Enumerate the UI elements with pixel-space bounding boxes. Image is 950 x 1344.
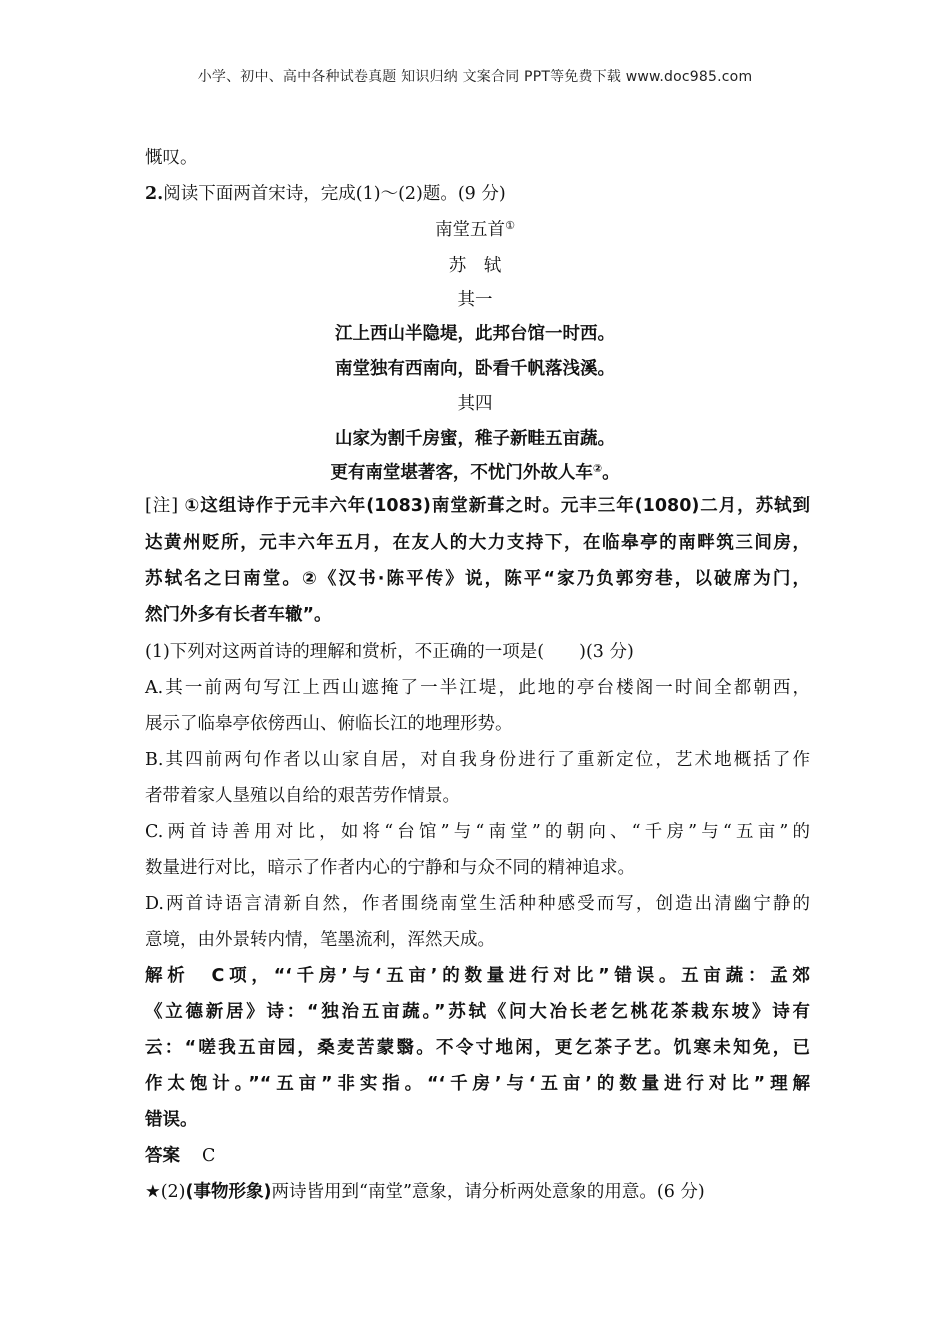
answer-line bbox=[145, 1144, 810, 1168]
option-d-line-1: D.两首诗语言清新自然，作者围绕南堂生活种种感受而写，创造出清幽宁静的 bbox=[145, 894, 810, 914]
footnote-marker-1: ① bbox=[505, 219, 515, 232]
option-c-line-2: 数量进行对比，暗示了作者内心的宁静和与众不同的精神追求。 bbox=[145, 858, 635, 878]
note-label: [注] bbox=[145, 496, 185, 516]
poem-part-4-line-1: 山家为割千房蜜，稚子新畦五亩蔬。 bbox=[335, 429, 615, 449]
analysis-line-1 bbox=[145, 964, 810, 988]
analysis-line-5: 错误。 bbox=[145, 1110, 198, 1130]
question-1-stem: (1)下列对这两首诗的理解和赏析，不正确的一项是( )(3 分) bbox=[145, 642, 634, 662]
question-2-number: (2) bbox=[160, 1182, 186, 1202]
note-line-1 bbox=[145, 494, 810, 518]
option-b-line-1: B.其四前两句作者以山家自居，对自我身份进行了重新定位，艺术地概括了作 bbox=[145, 750, 810, 770]
poem-part-1-title: 其一 bbox=[457, 290, 493, 310]
analysis-line-2: 《立德新居》诗：“独治五亩蔬。”苏轼《问大冶长老乞桃花茶栽东坡》诗有 bbox=[145, 1002, 810, 1022]
question-instruction: 阅读下面两首宋诗，完成(1)～(2)题。(9 分) bbox=[163, 184, 506, 204]
page-header: 小学、初中、高中各种试卷真题 知识归纳 文案合同 PPT等免费下载 www.doc985.com bbox=[197, 69, 753, 85]
question-number: 2. bbox=[145, 184, 164, 204]
poem-part-4-line-2-end: 。 bbox=[602, 463, 620, 483]
analysis-line-3: 云：“嗟我五亩园，桑麦苦蒙翳。不令寸地闲，更乞茶子艺。饥寒未知免，已 bbox=[145, 1038, 810, 1058]
option-a-line-2: 展示了临皋亭依傍西山、俯临长江的地理形势。 bbox=[145, 714, 513, 734]
poem-part-4-line-2-text: 更有南堂堪著客，不忧门外故人车 bbox=[330, 463, 593, 483]
question-2-tag: (事物形象) bbox=[185, 1182, 272, 1202]
option-d-line-2: 意境，由外景转内情，笔墨流利，浑然天成。 bbox=[145, 930, 495, 950]
analysis-line-4: 作太饱计。”“五亩”非实指。“‘千房’与‘五亩’的数量进行对比”理解 bbox=[145, 1074, 810, 1094]
previous-text-tail: 慨叹。 bbox=[145, 148, 198, 168]
question-2-heading bbox=[145, 182, 810, 206]
question-2-line bbox=[145, 1180, 810, 1204]
question-2-text: 两诗皆用到“南堂”意象，请分析两处意象的用意。(6 分) bbox=[271, 1182, 705, 1202]
poem-author: 苏 轼 bbox=[448, 256, 502, 276]
poem-part-4-title: 其四 bbox=[457, 394, 493, 414]
answer-value: C bbox=[202, 1146, 216, 1166]
answer-label: 答案 bbox=[145, 1146, 180, 1166]
footnote-marker-2: ② bbox=[592, 462, 603, 475]
analysis-text-1: C项，“‘千房’与‘五亩’的数量进行对比”错误。五亩蔬：孟郊 bbox=[211, 966, 811, 986]
option-a-line-1: A.其一前两句写江上西山遮掩了一半江堤，此地的亭台楼阁一时间全都朝西， bbox=[145, 678, 810, 698]
poem-title bbox=[0, 218, 950, 242]
poem-part-1-line-2: 南堂独有西南向，卧看千帆落浅溪。 bbox=[335, 359, 615, 379]
note-line-2: 达黄州贬所，元丰六年五月，在友人的大力支持下，在临皋亭的南畔筑三间房， bbox=[145, 533, 810, 553]
note-line-3: 苏轼名之曰南堂。②《汉书·陈平传》说，陈平“家乃负郭穷巷，以破席为门， bbox=[145, 569, 810, 589]
poem-part-1-line-1: 江上西山半隐堤，此邦台馆一时西。 bbox=[335, 324, 615, 344]
star-icon: ★ bbox=[145, 1182, 161, 1202]
note-text-1: ①这组诗作于元丰六年(1083)南堂新葺之时。元丰三年(1080)二月，苏轼到 bbox=[184, 496, 810, 516]
option-b-line-2: 者带着家人垦殖以自给的艰苦劳作情景。 bbox=[145, 786, 460, 806]
poem-title-text: 南堂五首 bbox=[435, 220, 506, 240]
poem-part-4-line-2 bbox=[0, 461, 950, 485]
analysis-label: 解析 bbox=[145, 966, 190, 986]
note-line-4: 然门外多有长者车辙”。 bbox=[145, 605, 332, 625]
option-c-line-1: C.两首诗善用对比，如将“台馆”与“南堂”的朝向、“千房”与“五亩”的 bbox=[145, 822, 810, 842]
